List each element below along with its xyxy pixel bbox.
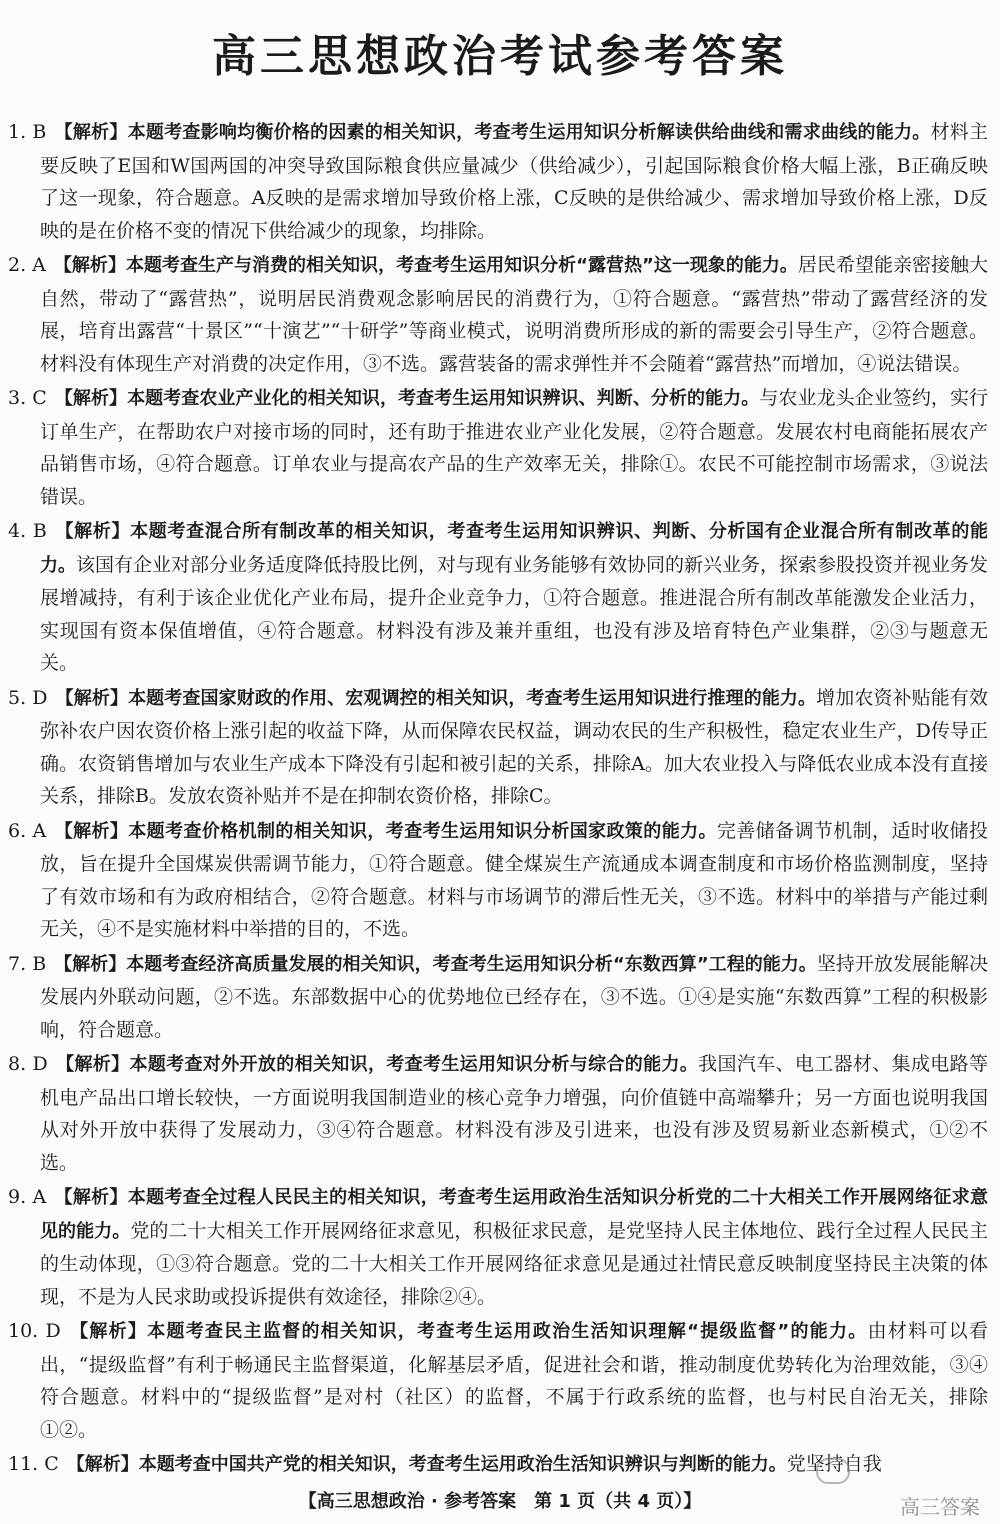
answer-number: 4. B [8,520,47,542]
analysis-tag: 【解析】 [54,388,128,409]
analysis-lead: 本题考查对外开放的相关知识，考查考生运用知识分析与综合的能力。 [129,1054,699,1075]
analysis-text: 该国有企业对部分业务适度降低持股比例，对与现有业务能够有效协同的新兴业务，探索参股投资并视业务发展增减持，有利于该企业优化产业布局，提升企业竞争力，①符合题意。推进混合所有制改革能激发企业活力，实现国有资本保值增值，④符合题意。材料没有涉及兼并重组，也没有涉及培育特色产业集群，②③与题意无关。 [40,553,989,674]
analysis-lead: 本题考查混合所有制改革的相关知识，考查考生运用知识辨识、判断、分析国有企业混合所有制改革的能力。 [40,521,988,576]
answer-body [8,1181,988,1313]
analysis-text: 与农业龙头企业签约，实行订单生产，在帮助农户对接市场的同时，还有助于推进农业产业化发展，②符合题意。发展农村电商能拓展农产品销售市场，④符合题意。订单农业与提高农产品的生产效率无关，排除①。农民不可能控制市场需求，③说法错误。 [40,387,989,508]
analysis-tag: 【解析】 [54,953,127,975]
answer-body [8,815,988,946]
analysis-lead: 本题考查农业产业化的相关知识，考查考生运用知识辨识、判断、分析的能力。 [127,388,760,409]
analysis-tag: 【解析】 [54,122,128,143]
analysis-text: 完善储备调节机制，适时收储投放，旨在提升全国煤炭供需调节能力，①符合题意。健全煤炭生产流通成本调查制度和市场价格监测制度，坚持了有效市场和有为政府相结合，②符合题意。材料与市场调节的滞后性无关，③不选。材料中的举措与产能过剩无关，④不是实施材料中举措的目的，不选。 [40,819,989,940]
analysis-lead: 本题考查全过程人民民主的相关知识，考查考生运用政治生活知识分析党的二十大相关工作开展网络征求意见的能力。 [40,1187,989,1242]
page-footer: 【高三思想政治 · 参考答案 第 1 页（共 4 页）】 [298,1491,702,1512]
wechat-icon [816,1458,850,1484]
answer-item [8,815,988,946]
answer-item [8,382,988,513]
answer-number: 9. A [8,1186,47,1208]
answer-body [8,382,988,513]
analysis-lead: 本题考查民主监督的相关知识，考查考生运用政治生活知识理解“提级监督”的能力。 [147,1321,868,1342]
answer-item [8,682,988,813]
analysis-lead: 本题考查影响均衡价格的因素的相关知识，考查考生运用知识分析解读供给曲线和需求曲线的能力。 [127,122,931,143]
answer-number: 10. D [8,1320,61,1342]
answer-number: 1. B [8,121,47,143]
page-title: 高三思想政治考试参考答案 [212,31,788,82]
answer-body [8,1048,988,1179]
answer-body [8,948,988,1047]
answer-body [8,682,988,813]
analysis-tag: 【解析】 [55,1054,130,1075]
answer-number: 6. A [8,819,47,842]
answer-item [8,116,988,247]
analysis-lead: 本题考查经济高质量发展的相关知识，考查考生运用知识分析“东数西算”工程的能力。 [126,953,817,975]
answer-number: 5. D [8,686,48,709]
analysis-text: 党坚持自我 [786,1453,882,1475]
analysis-tag: 【解析】 [55,687,129,709]
answer-item [8,948,988,1047]
answer-body [8,116,988,247]
analysis-text: 我国汽车、电工器材、集成电路等机电产品出口增长较快，一方面说明我国制造业的核心竞争力增强，向价值链中高端攀升；另一方面也说明我国从对外开放中获得了发展动力，③④符合题意。材料没有涉及引进来，也没有涉及贸易新业态新模式，①②不选。 [40,1053,988,1174]
analysis-tag: 【解析】 [66,1454,139,1475]
analysis-text: 材料主要反映了E国和W国两国的冲突导致国际粮食供应量减少（供给减少），引起国际粮食价格大幅上涨，B正确反映了这一现象，符合题意。A反映的是需求增加导致价格上涨，C反映的是供给减少、需求增加导致价格上涨，D反映的是在价格不变的情况下供给减少的现象，均排除。 [40,121,989,242]
answer-number: 2. A [8,254,46,276]
analysis-lead: 本题考查生产与消费的相关知识，考查考生运用知识分析“露营热”这一现象的能力。 [125,255,798,276]
analysis-text: 坚持开放发展能解决发展内外联动问题，②不选。东部数据中心的优势地位已经存在，③不选。①④是实施“东数西算”工程的积极影响，符合题意。 [40,952,988,1041]
analysis-tag: 【解析】 [68,1321,148,1342]
answer-item [8,249,988,380]
analysis-tag: 【解析】 [54,521,131,542]
analysis-tag: 【解析】 [54,820,129,842]
analysis-tag: 【解析】 [54,1187,128,1208]
answer-number: 3. C [8,387,47,409]
answer-body [8,249,988,380]
analysis-text: 居民希望能亲密接触大自然，带动了“露营热”，说明居民消费观念影响居民的消费行为，①符合题意。“露营热”带动了露营经济的发展，培育出露营“十景区”“十演艺”“十研学”等商业模式，说明消费所形成的新的需要会引导生产，②符合题意。材料没有体现生产对消费的决定作用，③不选。露营装备的需求弹性并不会随着“露营热”而增加，④说法错误。 [40,254,988,375]
analysis-text: 党的二十大相关工作开展网络征求意见，积极征求民意，是党坚持人民主体地位、践行全过程人民民主的生动体现，①③符合题意。党的二十大相关工作开展网络征求意见是通过社情民意反映制度坚持民主决策的体现，不是为人民求助或投诉提供有效途径，排除②④。 [40,1219,988,1308]
watermark-text: 高三答案 [900,1495,980,1519]
answer-list [8,116,988,1484]
answer-item [8,1315,988,1446]
answer-item [8,515,988,680]
answer-item [8,1048,988,1179]
analysis-text: 由材料可以看出，“提级监督”有利于畅通民主监督渠道，化解基层矛盾，促进社会和谐，推动制度优势转化为治理效能，③④符合题意。材料中的“提级监督”是对村（社区）的监督，不属于行政系统的监督，也与村民自治无关，排除①②。 [40,1320,988,1441]
analysis-lead: 本题考查价格机制的相关知识，考查考生运用知识分析国家政策的能力。 [128,820,717,842]
analysis-lead: 本题考查国家财政的作用、宏观调控的相关知识，考查考生运用知识进行推理的能力。 [128,687,817,709]
answer-body [8,515,988,680]
answer-number: 8. D [8,1053,48,1075]
analysis-lead: 本题考查中国共产党的相关知识，考查考生运用政治生活知识辨识与判断的能力。 [138,1454,787,1475]
analysis-tag: 【解析】 [53,255,126,276]
answer-body [8,1315,988,1446]
answer-number: 11. C [8,1453,59,1475]
answer-item [8,1181,988,1313]
answer-number: 7. B [8,952,47,975]
analysis-text: 增加农资补贴能有效弥补农户因农资价格上涨引起的收益下降，从而保障农民权益，调动农民的生产积极性，稳定农业生产，D传导正确。农资销售增加与农业生产成本下降没有引起和被引起的关系，排除A。加大农业投入与降低农业成本没有直接关系，排除B。发放农资补贴并不是在抑制农资价格，排除C。 [40,686,988,807]
